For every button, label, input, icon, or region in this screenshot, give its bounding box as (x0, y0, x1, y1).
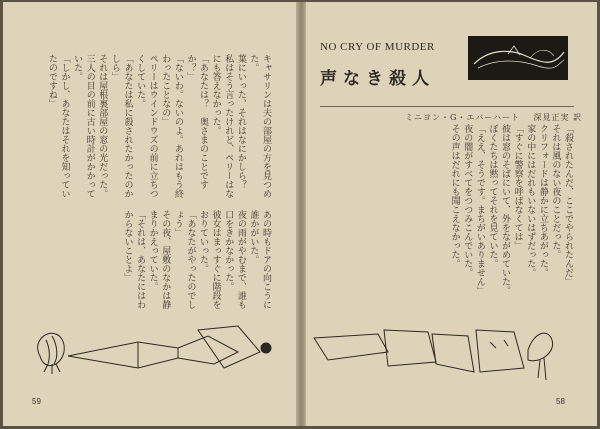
left-upper-column: 葉にいった、それはなにかしら？ (235, 54, 246, 189)
right-body-text (318, 124, 574, 306)
right-column: クリフォードは静かに立ちあがった。 (537, 124, 548, 277)
right-column: その声はだれにも聞こえなかった。 (449, 124, 460, 268)
page-number-right: 58 (556, 397, 565, 406)
left-lower-column: 彼女はまっすぐに階段をおりていった。 (198, 210, 221, 309)
left-lower-column: 「それは、あなたにはわからないことよ」 (122, 210, 146, 309)
article-title-japanese: 声なき殺人 (320, 69, 435, 89)
left-lower-column: あの時もドアの向こうに誰かがいた。 (248, 210, 271, 309)
right-column: 「ええ、そうです。まちがいありません」 (474, 124, 485, 295)
left-upper-column: 「あなたは？ 奥さまのことですか？」 (185, 54, 209, 189)
page-number-left: 59 (32, 397, 41, 406)
left-upper-column: 私はそう言ったけれど、ペリーはなにも答えなかった。 (210, 54, 234, 198)
byline (405, 112, 592, 123)
right-column: それは風のない夜のことだった。 (550, 124, 561, 259)
right-column: 夜の闇がすべてをつつみこんでいた。 (462, 124, 473, 277)
right-column: 「殺されたんだ、ここでやられたんだ」 (563, 124, 573, 286)
right-column: ぼくたちは黙ってそれを見ていた。 (487, 124, 498, 268)
left-upper-column: それは屋根裏部屋の窓の光だった。 (97, 54, 108, 198)
bottom-line-illustration (28, 312, 576, 392)
author-name: ミニヨン・G・エバーハート (405, 113, 520, 122)
left-lower-text (24, 210, 272, 310)
left-upper-column: キャサリンは夫の部屋の方を見つめた。 (248, 54, 271, 198)
left-upper-text (24, 54, 272, 202)
right-column: 「すぐに警察を呼ばなくては」 (512, 124, 523, 250)
left-upper-column: 「しかし、あなたはそれを知っていたのですね」 (46, 54, 70, 198)
left-upper-column: 三人の目の前に古い時計がかかっていた。 (72, 54, 95, 198)
left-upper-column: ペリーはウインドウズの前に立ちつくしていた。 (135, 54, 158, 198)
left-lower-column: その夜、屋敷のなかは静まりかえっていた。 (147, 210, 171, 309)
left-upper-column: 「ないわ。ないのよ。あれはもう終わったことなの」 (160, 54, 183, 198)
right-column: 彼は窓のそばにいて、外をながめていた。 (500, 124, 511, 295)
right-column: 家の中にはだれもいないはずだった。 (525, 124, 536, 277)
article-title-english: NO CRY OF MURDER (320, 41, 435, 53)
title-divider (320, 106, 574, 107)
left-lower-column: 「あなたがやったのでしょう」 (172, 210, 196, 309)
translator-name: 深見正実 訳 (533, 113, 583, 122)
title-emblem-illustration (468, 36, 568, 80)
left-upper-column: 「あなたは私に殺されたかったのかしら」 (109, 54, 133, 198)
left-lower-column: 夜の雨がやむまで、誰も口をきかなかった。 (223, 210, 246, 309)
